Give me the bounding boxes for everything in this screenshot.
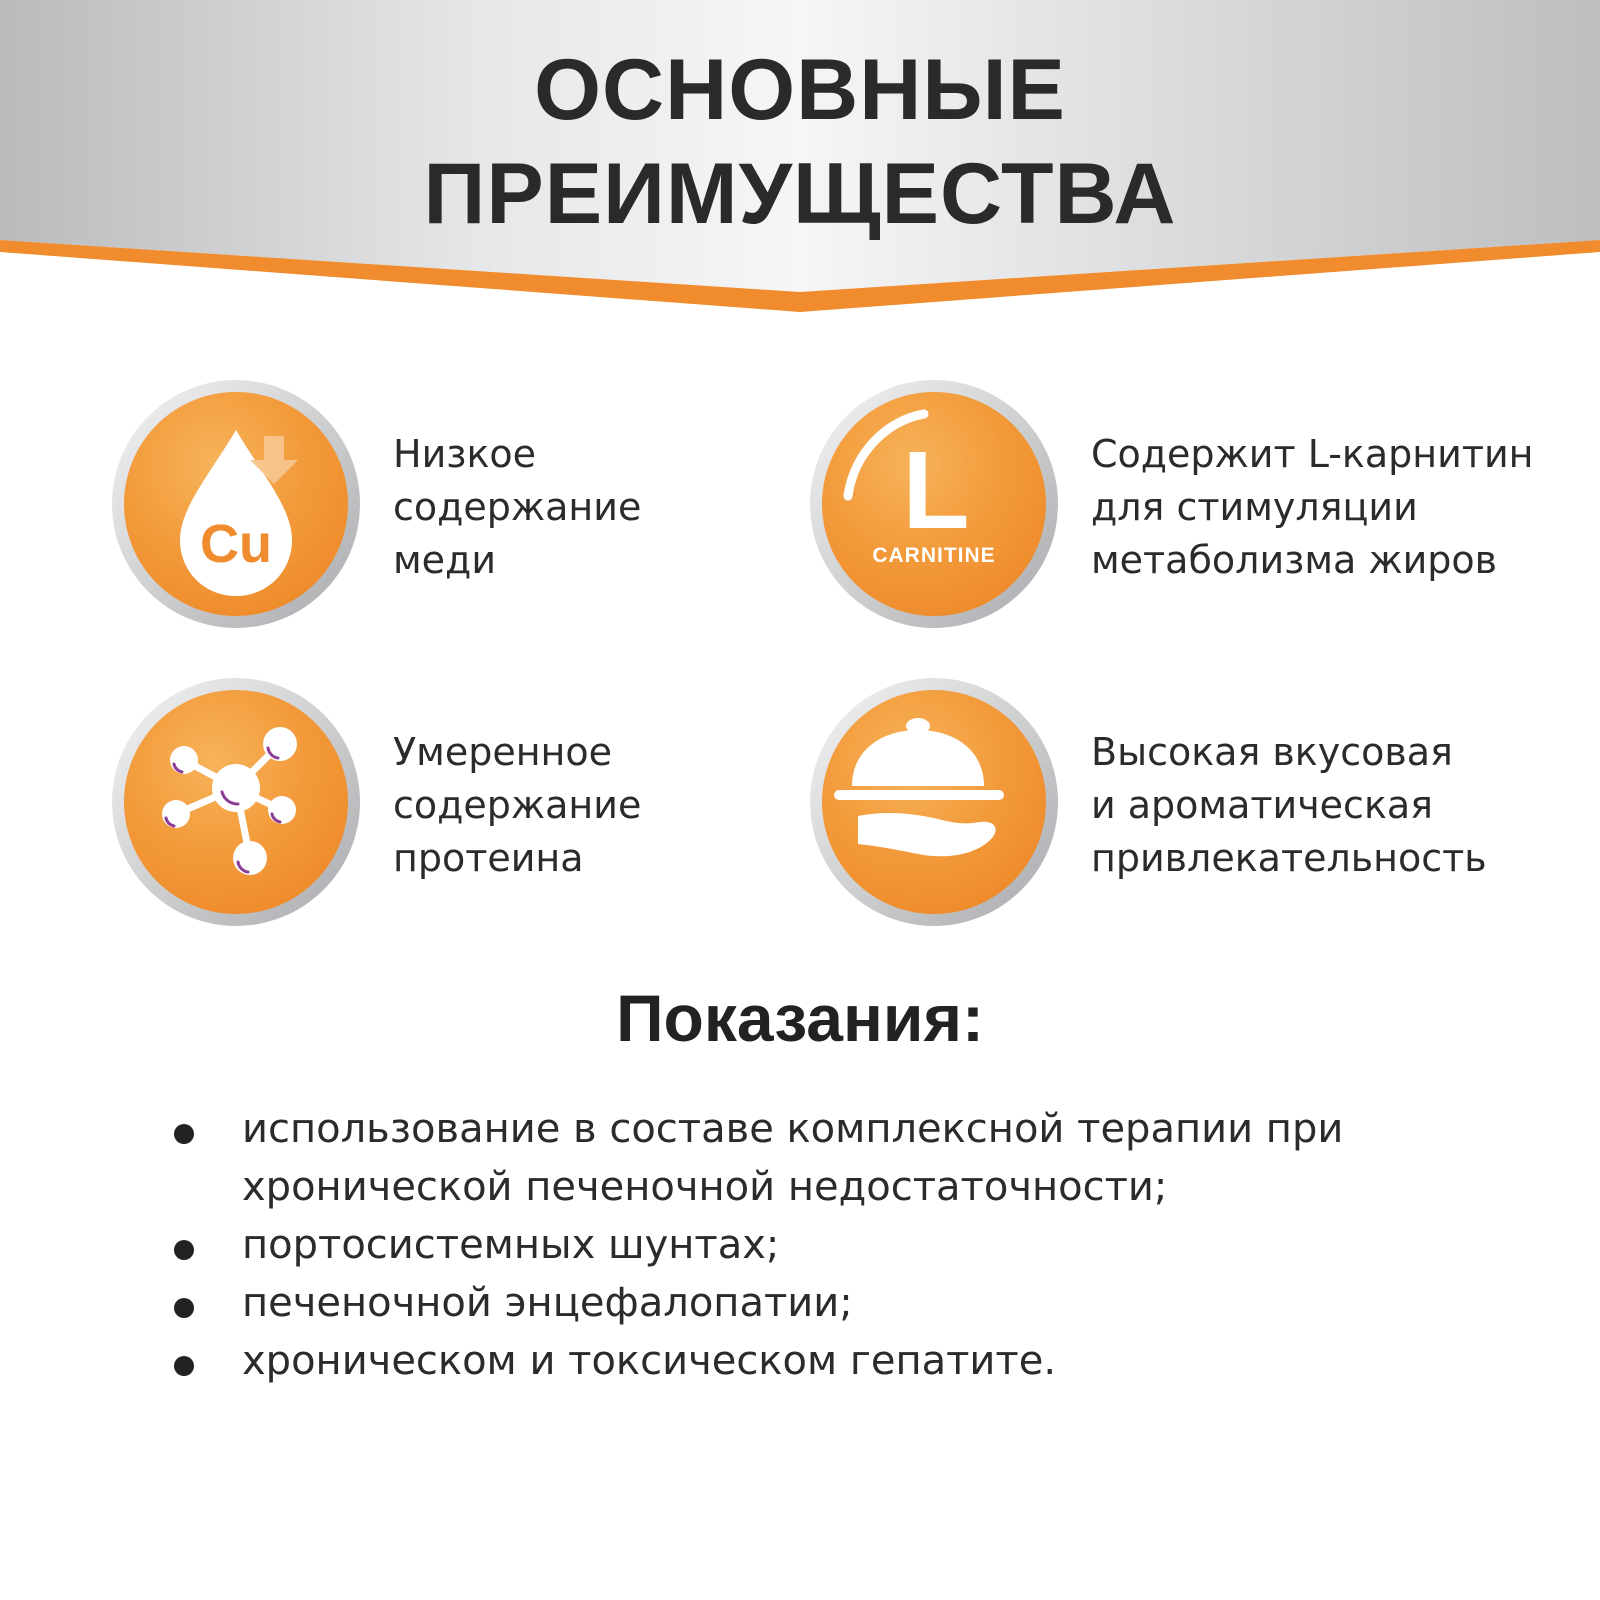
- list-item: [170, 1216, 1420, 1274]
- feature-palatability: [808, 676, 1568, 936]
- feature-l-carnitine: [808, 378, 1568, 638]
- page-title: [0, 38, 1600, 246]
- indication-text: портосистемных шунтах;: [242, 1222, 780, 1268]
- bullet-icon: [174, 1356, 194, 1376]
- carnitine-label: CARNITINE: [872, 544, 996, 567]
- feature-text-palatability: Высокая вкусовая и ароматическая привлекательность: [1091, 730, 1487, 880]
- list-item: [170, 1100, 1420, 1216]
- carnitine-letter: L: [902, 429, 970, 552]
- feature-moderate-protein: [110, 676, 870, 936]
- bullet-icon: [174, 1298, 194, 1318]
- bullet-icon: [174, 1124, 194, 1144]
- feature-text-low-copper: Низкое содержание меди: [393, 432, 642, 582]
- copper-symbol: Cu: [200, 514, 272, 574]
- indications-list: [170, 1100, 1420, 1390]
- title-line-1: ОСНОВНЫЕ: [534, 42, 1066, 138]
- feature-text-moderate-protein: Умеренное содержание протеина: [393, 730, 642, 880]
- indication-text: печеночной энцефалопатии;: [242, 1280, 853, 1326]
- feature-text-l-carnitine: Содержит L-карнитин для стимуляции метаболизма жиров: [1091, 432, 1534, 582]
- indication-text: хроническом и токсическом гепатите.: [242, 1338, 1057, 1384]
- feature-low-copper: [110, 378, 870, 638]
- food-cloche-icon: [808, 676, 1060, 928]
- indications-title: Показания:: [616, 981, 984, 1055]
- indication-text: использование в составе комплексной терапии при хронической печеночной недостаточности;: [242, 1106, 1344, 1210]
- title-line-2: ПРЕИМУЩЕСТВА: [423, 146, 1177, 242]
- list-item: [170, 1332, 1420, 1390]
- bullet-icon: [174, 1240, 194, 1260]
- list-item: [170, 1274, 1420, 1332]
- copper-drop-icon: [110, 378, 362, 630]
- l-carnitine-icon: [808, 378, 1060, 630]
- molecule-icon: [110, 676, 362, 928]
